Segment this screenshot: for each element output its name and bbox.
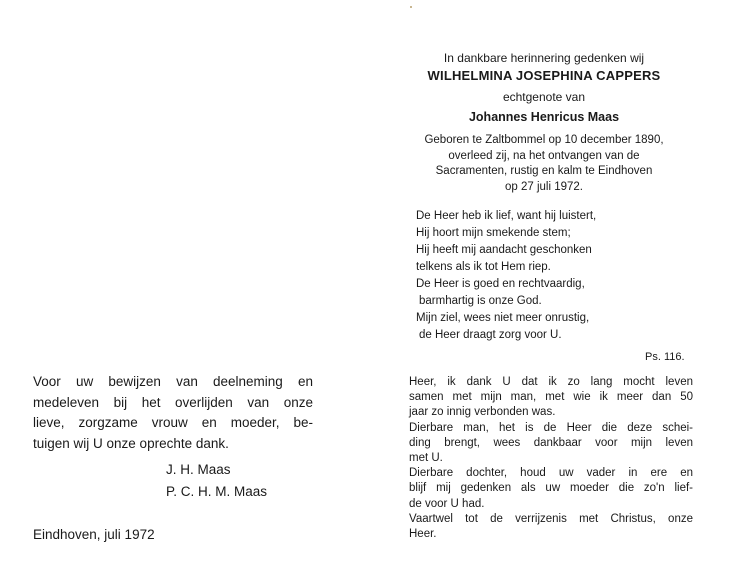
message-line: Heer. — [409, 528, 437, 541]
intro-line: In dankbare herinnering gedenken wij — [443, 51, 645, 65]
poem-line: de Heer draagt zorg voor U. — [419, 329, 562, 341]
message-line: de voor U had. — [409, 497, 485, 510]
message-line: Dierbare dochter, houd uw vader in ere en — [409, 467, 693, 480]
bio-line: Sacramenten, rustig en kalm te Eindhoven — [435, 165, 653, 177]
poem-line: Mijn ziel, wees niet meer onrustig, — [416, 312, 590, 324]
message-line: ding brengt, wees dankbaar voor mijn leven — [409, 436, 693, 449]
poem-line: barmhartig is onze God. — [419, 295, 542, 307]
bio-line: Geboren te Zaltbommel op 10 december 1890, — [424, 134, 664, 146]
place-date: Eindhoven, juli 1972 — [33, 527, 155, 542]
poem-line: Hij heeft mij aandacht geschonken — [416, 244, 592, 256]
signature-daughter: P. C. H. M. Maas — [166, 484, 268, 499]
poem-line: Hij hoort mijn smekende stem; — [416, 227, 571, 239]
message-line: jaar zo innig verbonden was. — [409, 406, 556, 419]
poem-line: De Heer is goed en rechtvaardig, — [416, 278, 585, 290]
thanks-line: lieve, zorgzame vrouw en moeder, be- — [33, 415, 313, 430]
message-line: met U. — [409, 452, 443, 465]
poem-line: telkens als ik tot Hem riep. — [416, 261, 551, 273]
biography — [405, 133, 683, 195]
bio-line: op 27 juli 1972. — [504, 180, 583, 193]
deceased-name: WILHELMINA JOSEPHINA CAPPERS — [427, 68, 661, 83]
thanks-paragraph — [33, 372, 313, 454]
message-line: samen met mijn man, met wie ik meer dan 50 — [409, 391, 693, 404]
psalm-poem — [416, 208, 596, 344]
spouse-intro: echtgenote van — [502, 90, 586, 104]
thanks-line: Voor uw bewijzen van deelneming en — [33, 374, 313, 389]
psalm-reference: Ps. 116. — [645, 351, 685, 363]
message-line: Dierbare man, het is de Heer die deze schei- — [409, 421, 693, 434]
message-line: Vaartwel tot de verrijzenis met Christus, onze — [409, 512, 693, 525]
print-speck — [410, 6, 412, 8]
bio-line: overleed zij, na het ontvangen van de — [448, 149, 640, 162]
message-line: blijf mij gedenken als uw moeder die zo'n lief- — [409, 482, 693, 495]
message-line: Heer, ik dank U dat ik zo lang mocht leven — [409, 376, 693, 388]
poem-line: De Heer heb ik lief, want hij luistert, — [416, 210, 597, 222]
spouse-name: Johannes Henricus Maas — [468, 110, 620, 124]
signature-husband: J. H. Maas — [166, 462, 231, 477]
farewell-message — [409, 375, 693, 542]
thanks-line: medeleven bij het overlijden van onze — [33, 394, 313, 410]
thanks-line: tuigen wij U onze oprechte dank. — [33, 435, 229, 451]
